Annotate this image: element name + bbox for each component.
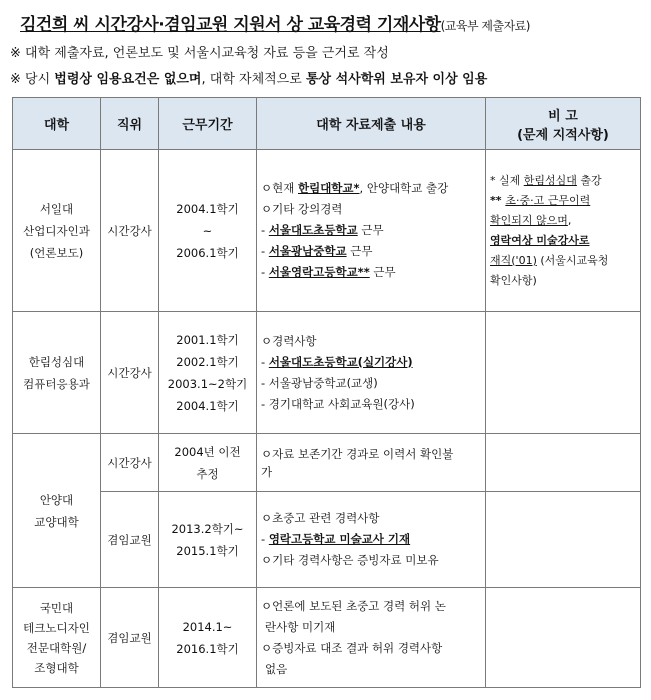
period-line: 2013.2학기~ [171,521,244,536]
text: - [261,244,269,258]
text: · [530,193,534,207]
university-line: 전문대학원/ [26,640,87,655]
content-line: 가 [261,464,273,479]
period-line: 2004년 이전 [174,444,241,459]
cell-content [257,312,486,434]
text: ** [490,193,506,207]
cell-position: 겸임교원 [101,492,159,588]
text: (서울시교육청 [536,253,609,267]
text-emph: 중 [519,193,531,207]
content-line [261,550,481,571]
content-line [261,508,481,529]
text: - [261,532,269,546]
university-line: 교양대학 [34,514,79,529]
cell-period [159,150,257,312]
text-emph: 서울대도초등학교 [268,223,358,237]
text-emph: 한림성심대 [523,173,577,187]
text-emph: 확인되지 않으며 [490,213,568,227]
content-line [261,373,481,394]
note-2 [10,68,487,87]
cell-remark [486,434,641,492]
university-line: 한림성심대 [28,354,85,369]
note-text: , 대학 자체적으로 [201,72,306,87]
note-bold: 법령상 임용요건은 없으며 [54,72,202,87]
period-line: 추정 [196,466,219,481]
cell-content [257,492,486,588]
cell-position: 시간강사 [101,312,159,434]
content-line [261,220,481,241]
text: ㅇ기타 강의경력 [261,202,343,216]
period-line: 2004.1학기 [176,398,239,413]
period-line: 2004.1학기 [176,201,239,216]
content-line: 란사항 미기재 [265,619,336,634]
cell-university [13,434,101,588]
period-line: 2016.1학기 [176,641,239,656]
text: - [261,354,269,369]
document-title [20,10,530,35]
table-row [13,588,641,688]
title-source: (교육부 제출자료) [440,19,530,33]
period-line: 2006.1학기 [176,245,239,260]
note-mark: ※ [10,46,21,61]
text-emph: 서울대도초등학교(실기강사) [268,354,413,369]
header-row [13,98,641,150]
cell-remark [486,150,641,312]
university-line: 컴퓨터응용과 [23,376,90,391]
text: 근무 [357,223,384,237]
university-line: 테크노디자인 [23,620,90,635]
cell-period [159,312,257,434]
university-line: 서일대 [39,201,74,216]
content-line: 없음 [265,661,288,676]
table-row [13,150,641,312]
period-line: ~ [202,223,213,238]
remark-line [490,211,636,231]
table-row [13,434,641,492]
note-text: 당시 [25,72,55,87]
cell-remark [486,588,641,688]
text: · [515,193,520,207]
period-line: 2015.1학기 [176,543,239,558]
text: * 실제 [490,173,524,187]
period-line: 2014.1~ [182,619,233,634]
university-line: 안양대 [39,492,74,507]
text: 근무 [346,244,373,258]
cell-content [257,434,486,492]
period-line: 2002.1학기 [176,354,239,369]
text: 확인사항) [490,273,537,287]
university-line: (언론보도) [29,245,84,260]
cell-university [13,150,101,312]
header-remark [486,98,641,150]
text: ㅇ초중고 관련 경력사항 [261,511,380,525]
text-emph: 영락여상 미술강사로 [490,233,590,247]
content-line [261,529,481,550]
content-line: ㅇ증빙자료 대조 결과 허위 경력사항 [261,640,443,655]
cell-university [13,588,101,688]
text: - 서울광남중학교(교생) [261,375,378,390]
content-line [261,178,481,199]
text: ㅇ현재 [261,181,298,195]
period-line: 2001.1학기 [176,332,239,347]
cell-position: 시간강사 [101,434,159,492]
cell-university [13,312,101,434]
text: , [567,213,572,227]
note-1 [10,42,389,61]
text-emph: 고 근무이력 [533,193,591,207]
header-period: 근무기간 [159,98,257,150]
period-line: 2003.1~2학기 [167,376,248,391]
header-content: 대학 자료제출 내용 [257,98,486,150]
text: - [261,265,269,279]
content-line [261,199,481,220]
career-table [12,97,641,688]
header-position: 직위 [101,98,159,150]
table-row [13,312,641,434]
note-mark: ※ [10,72,21,87]
content-line: ㅇ자료 보존기간 경과로 이력서 확인불 [261,446,454,461]
cell-position: 시간강사 [101,150,159,312]
text: - 경기대학교 사회교육원(강사) [261,396,415,411]
cell-period [159,588,257,688]
text: 출강 [576,173,602,187]
remark-line [490,191,636,211]
university-line: 산업디자인과 [23,223,90,238]
university-line: 조형대학 [34,660,79,675]
content-line [261,394,481,415]
text: ㅇ기타 경력사항은 증빙자료 미보유 [261,553,439,567]
content-line [261,352,481,373]
content-line: ㅇ언론에 보도된 초중고 경력 허위 논 [261,598,446,613]
text-emph: 영락고등학교 미술교사 기재 [268,532,411,546]
title-main: 김건희 씨 시간강사·겸임교원 지원서 상 교육경력 기재사항 [20,15,441,35]
remark-line [490,171,636,191]
header-remark-line: (문제 지적사항) [517,127,609,143]
content-line [261,331,481,352]
cell-position: 겸임교원 [101,588,159,688]
text: 근무 [369,265,396,279]
remark-line [490,251,636,271]
cell-period [159,492,257,588]
cell-content [257,150,486,312]
table-row [13,492,641,588]
text-emph: 서울영락고등학교** [268,265,370,279]
text: , 안양대학교 출강 [359,181,449,195]
cell-period [159,434,257,492]
cell-remark [486,312,641,434]
remark-line [490,231,636,251]
note-bold: 통상 석사학위 보유자 이상 임용 [305,72,488,87]
cell-content [257,588,486,688]
text: - [261,223,269,237]
content-line [261,241,481,262]
header-university: 대학 [13,98,101,150]
cell-remark [486,492,641,588]
text-emph: 재직('01) [490,253,537,267]
remark-line [490,271,636,291]
text-emph: 한림대학교* [297,181,360,195]
text: ㅇ경력사항 [261,333,317,348]
university-line: 국민대 [39,600,74,615]
content-line [261,262,481,283]
text-emph: 초 [505,193,516,207]
header-remark-line: 비 고 [548,108,578,124]
note-text: 대학 제출자료, 언론보도 및 서울시교육청 자료 등을 근거로 작성 [25,46,389,61]
text-emph: 서울광남중학교 [268,244,347,258]
